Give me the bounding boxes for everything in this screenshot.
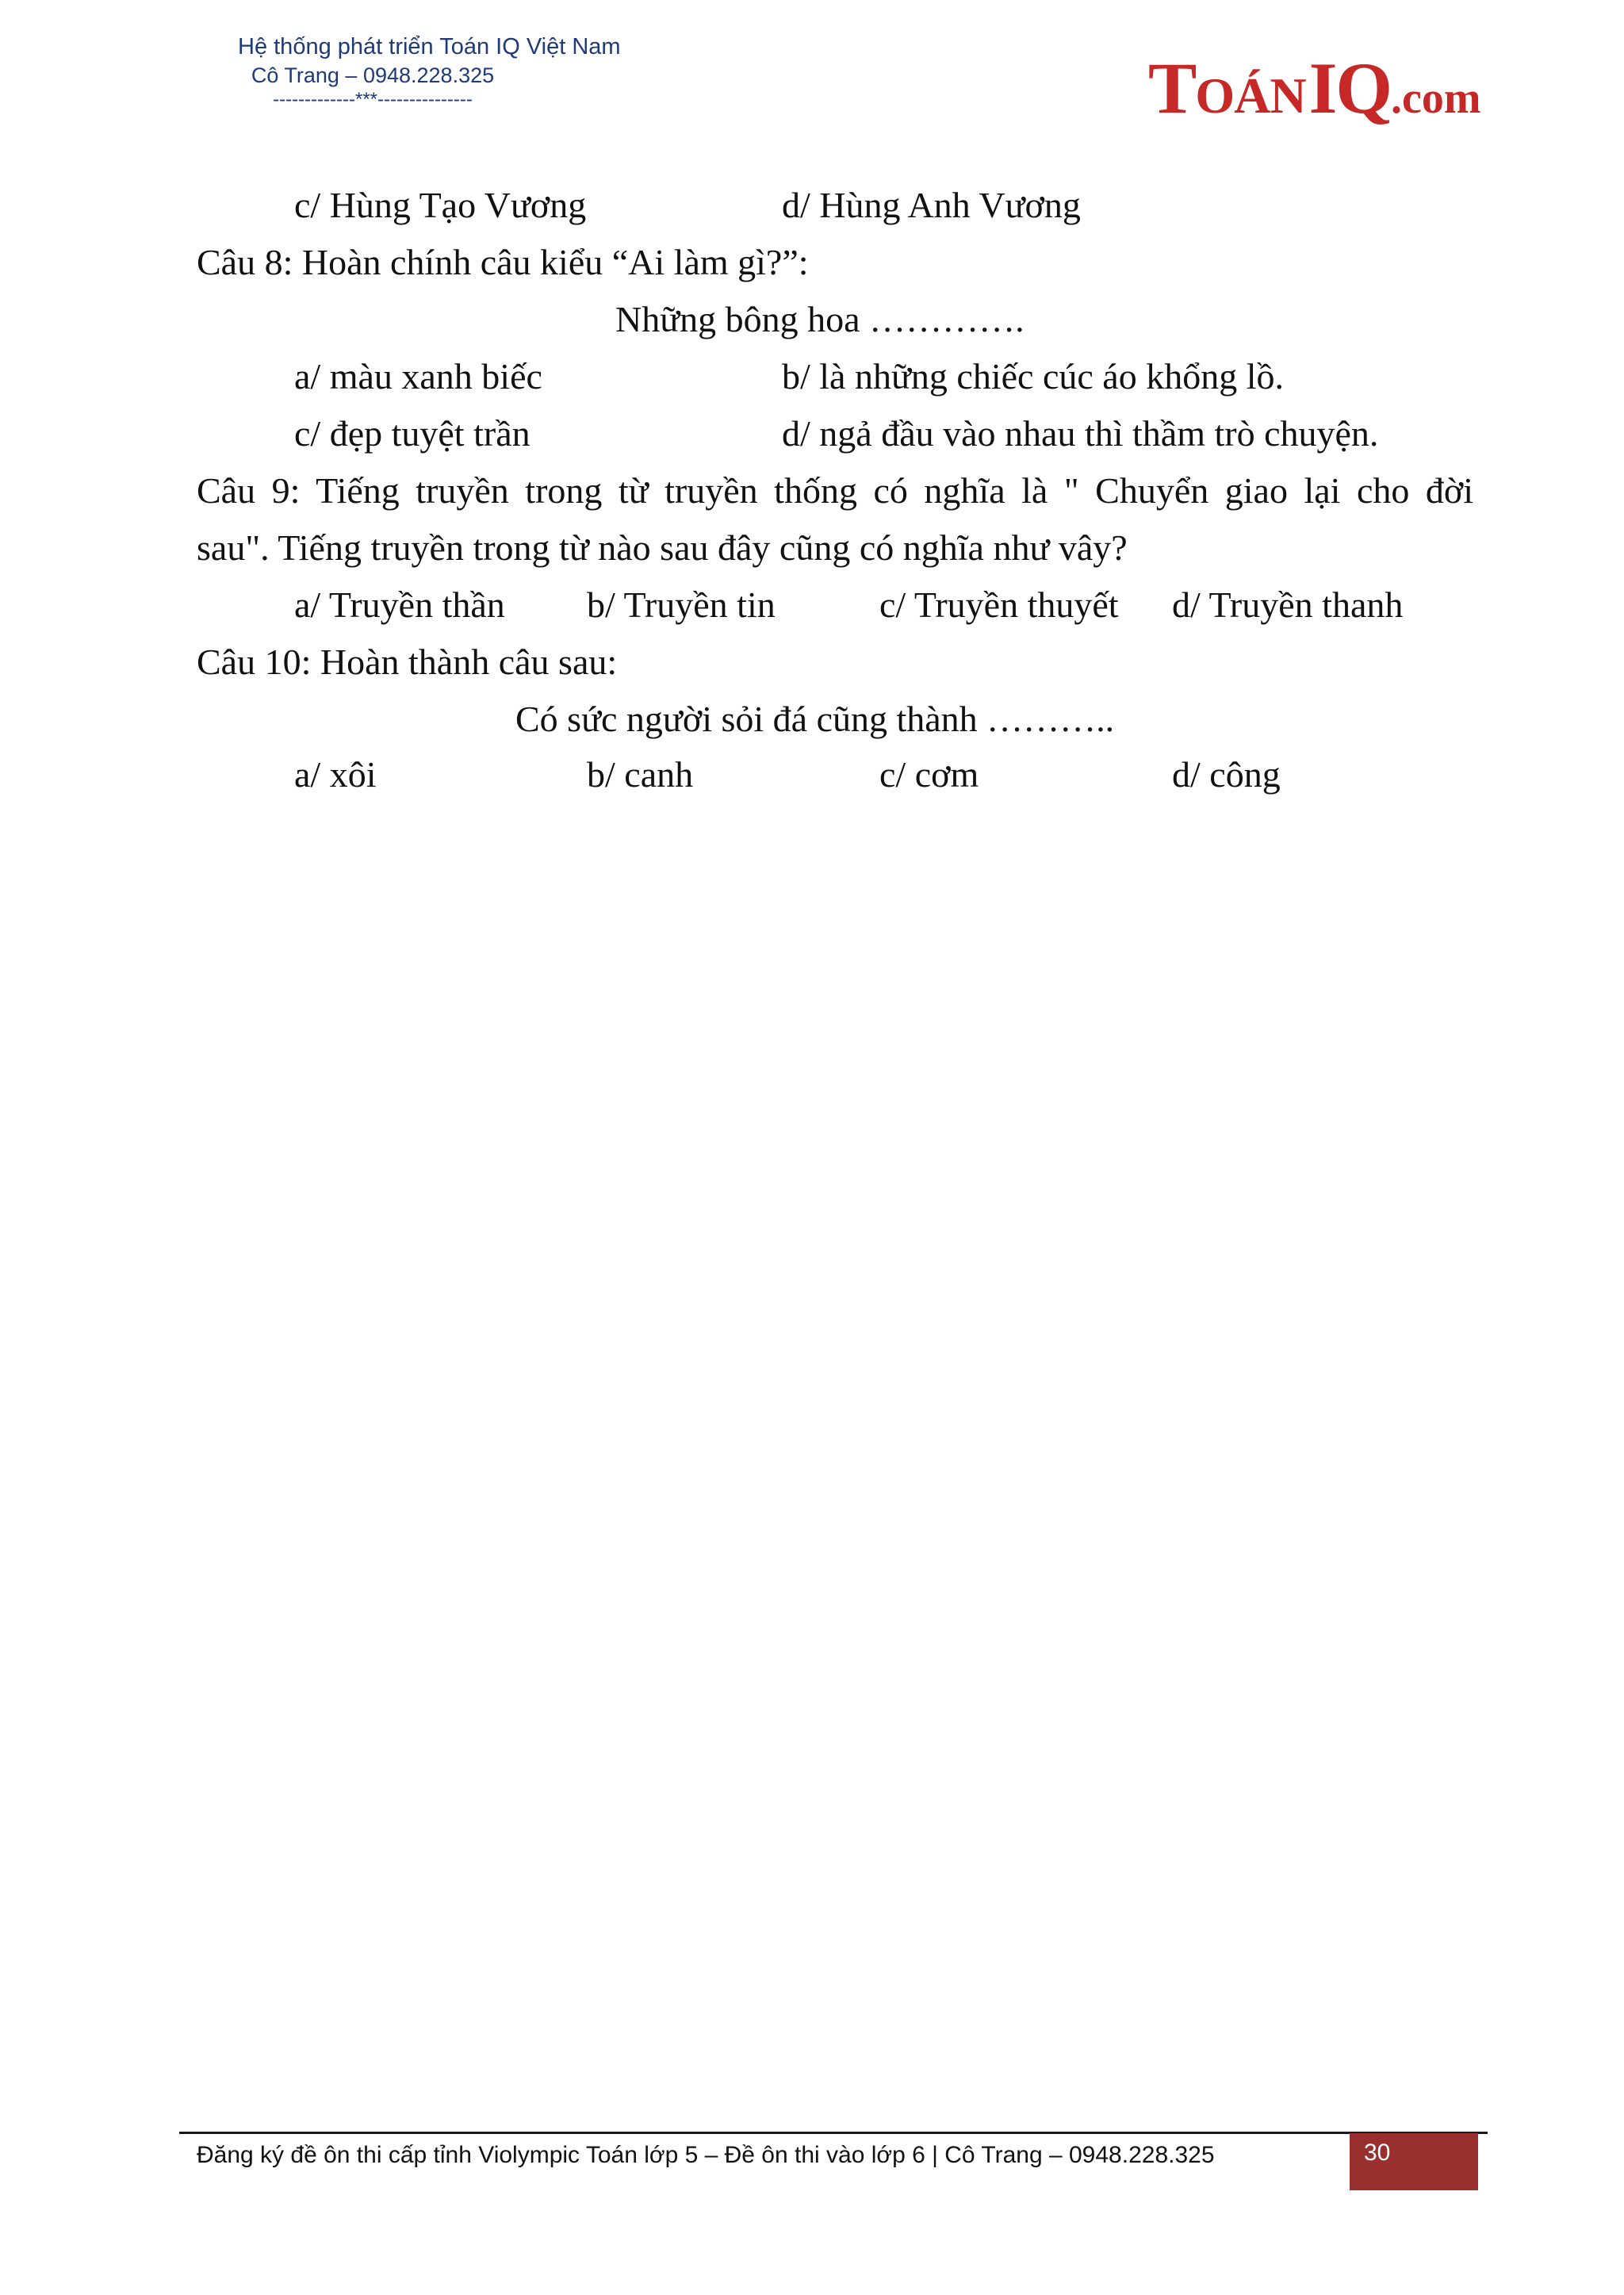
q9-line-2: sau". Tiếng truyền trong từ nào sau đây cũng có nghĩa như vây? (197, 527, 1128, 568)
q10-option-b: b/ canh (587, 754, 694, 795)
header-contact: Cô Trang – 0948.228.325 (251, 63, 495, 87)
q8-title: Câu 8: Hoàn chính câu kiểu “Ai làm gì?”: (197, 242, 809, 282)
q10-option-a: a/ xôi (294, 754, 377, 795)
q9-option-b: b/ Truyền tin (587, 584, 776, 625)
toaniq-logo (1148, 46, 1480, 133)
footer-rule (179, 2132, 1488, 2134)
q10-title: Câu 10: Hoàn thành câu sau: (197, 642, 618, 682)
logo-oan: OÁN (1195, 67, 1306, 124)
q10-option-d: d/ công (1172, 754, 1281, 795)
q9-option-d: d/ Truyền thanh (1172, 584, 1404, 625)
logo-com: .com (1390, 74, 1481, 123)
q7-option-c: c/ Hùng Tạo Vương (294, 185, 587, 225)
q8-option-b: b/ là những chiếc cúc áo khổng lồ. (782, 356, 1284, 397)
header-org-block (238, 32, 621, 111)
q8-option-c: c/ đẹp tuyệt trần (294, 413, 530, 454)
q8-option-d: d/ ngả đầu vào nhau thì thầm trò chuyện. (782, 413, 1379, 454)
q8-option-a: a/ màu xanh biếc (294, 356, 542, 397)
q9-line-1: Câu 9: Tiếng truyền trong từ truyền thống có nghĩa là " Chuyển giao lại cho đời (197, 470, 1473, 511)
logo-t: T (1148, 48, 1196, 128)
page-number-box (1350, 2133, 1478, 2190)
footer-text: Đăng ký đề ôn thi cấp tỉnh Violympic Toán lớp 5 – Đề ôn thi vào lớp 6 | Cô Trang – 0948.228.325 (197, 2142, 1215, 2168)
q9-option-a: a/ Truyền thần (294, 584, 505, 625)
header-org-name: Hệ thống phát triển Toán IQ Việt Nam (238, 34, 621, 59)
logo-iq: IQ (1308, 48, 1391, 128)
header-divider: -------------***--------------- (273, 89, 473, 110)
q10-option-c: c/ cơm (879, 754, 979, 795)
q7-option-d: d/ Hùng Anh Vương (782, 185, 1081, 225)
q10-prompt: Có sức người sỏi đá cũng thành ……….. (515, 699, 1115, 739)
page-number: 30 (1364, 2140, 1391, 2166)
q9-option-c: c/ Truyền thuyết (879, 584, 1119, 625)
q8-prompt: Những bông hoa …………. (615, 299, 1025, 339)
